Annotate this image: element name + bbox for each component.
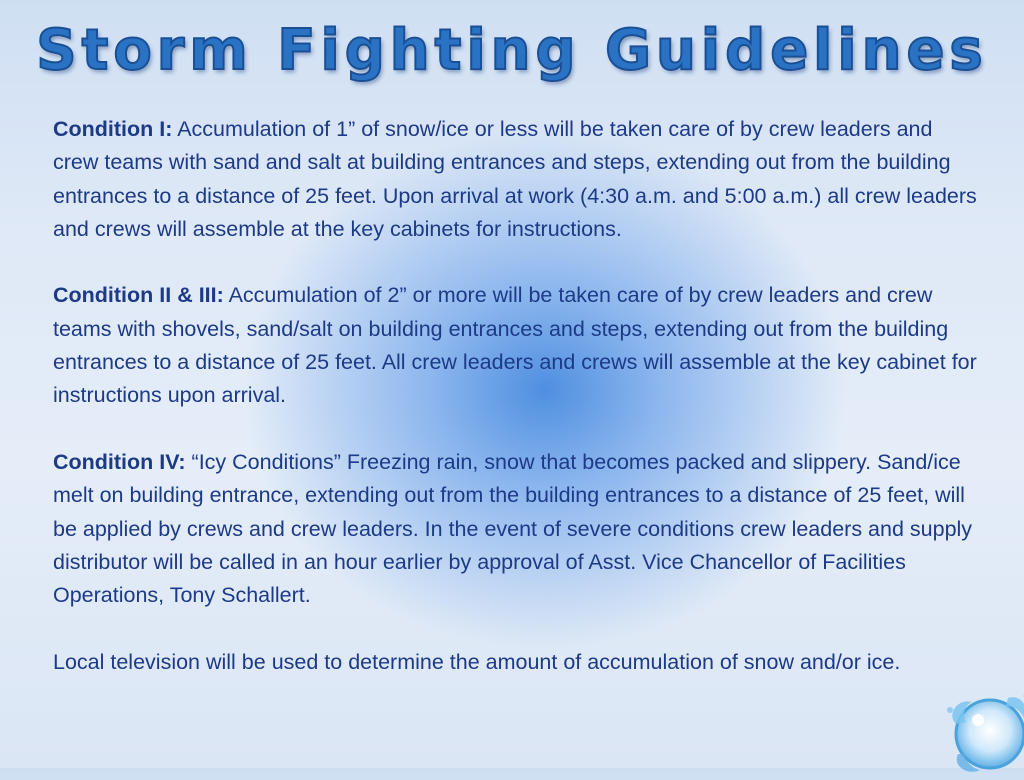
local-television-text: Local television will be used to determine the amount of accumulation of snow and/or ice. (53, 650, 900, 674)
slide-title: Storm Fighting Guidelines (0, 18, 1024, 83)
paragraph-condition-4 (53, 446, 983, 612)
condition-2-3-text: Accumulation of 2” or more will be taken care of by crew leaders and crew teams with shovels, sand/salt on building entrances and steps, extending out from the building entrances to a distance of 25 feet. All crew leaders and crews will assemble at the key cabinet for instructions upon arrival. (53, 283, 977, 407)
condition-4-label: Condition IV: (53, 450, 186, 474)
slide-body (53, 113, 983, 712)
condition-1-text: Accumulation of 1” of snow/ice or less will be taken care of by crew leaders and crew teams with sand and salt at building entrances and steps, extending out from the building entrances to a distance of 25 feet. Upon arrival at work (4:30 a.m. and 5:00 a.m.) all crew leaders and crews will assemble at the key cabinets for instructions. (53, 117, 977, 241)
condition-4-text: “Icy Conditions” Freezing rain, snow that becomes packed and slippery. Sand/ice melt on building entrance, extending out from the building entrances to a distance of 25 feet, will be applied by crews and crew leaders. In the event of severe conditions crew leaders and supply distributor will be called in an hour earlier by approval of Asst. Vice Chancellor of Facilities Operations, Tony Schallert. (53, 450, 972, 607)
paragraph-local-television (53, 646, 983, 679)
condition-2-3-label: Condition II & III: (53, 283, 224, 307)
condition-1-label: Condition I: (53, 117, 172, 141)
paragraph-condition-2-3 (53, 279, 983, 412)
paragraph-condition-1 (53, 113, 983, 246)
water-splash-icon (938, 684, 1024, 780)
